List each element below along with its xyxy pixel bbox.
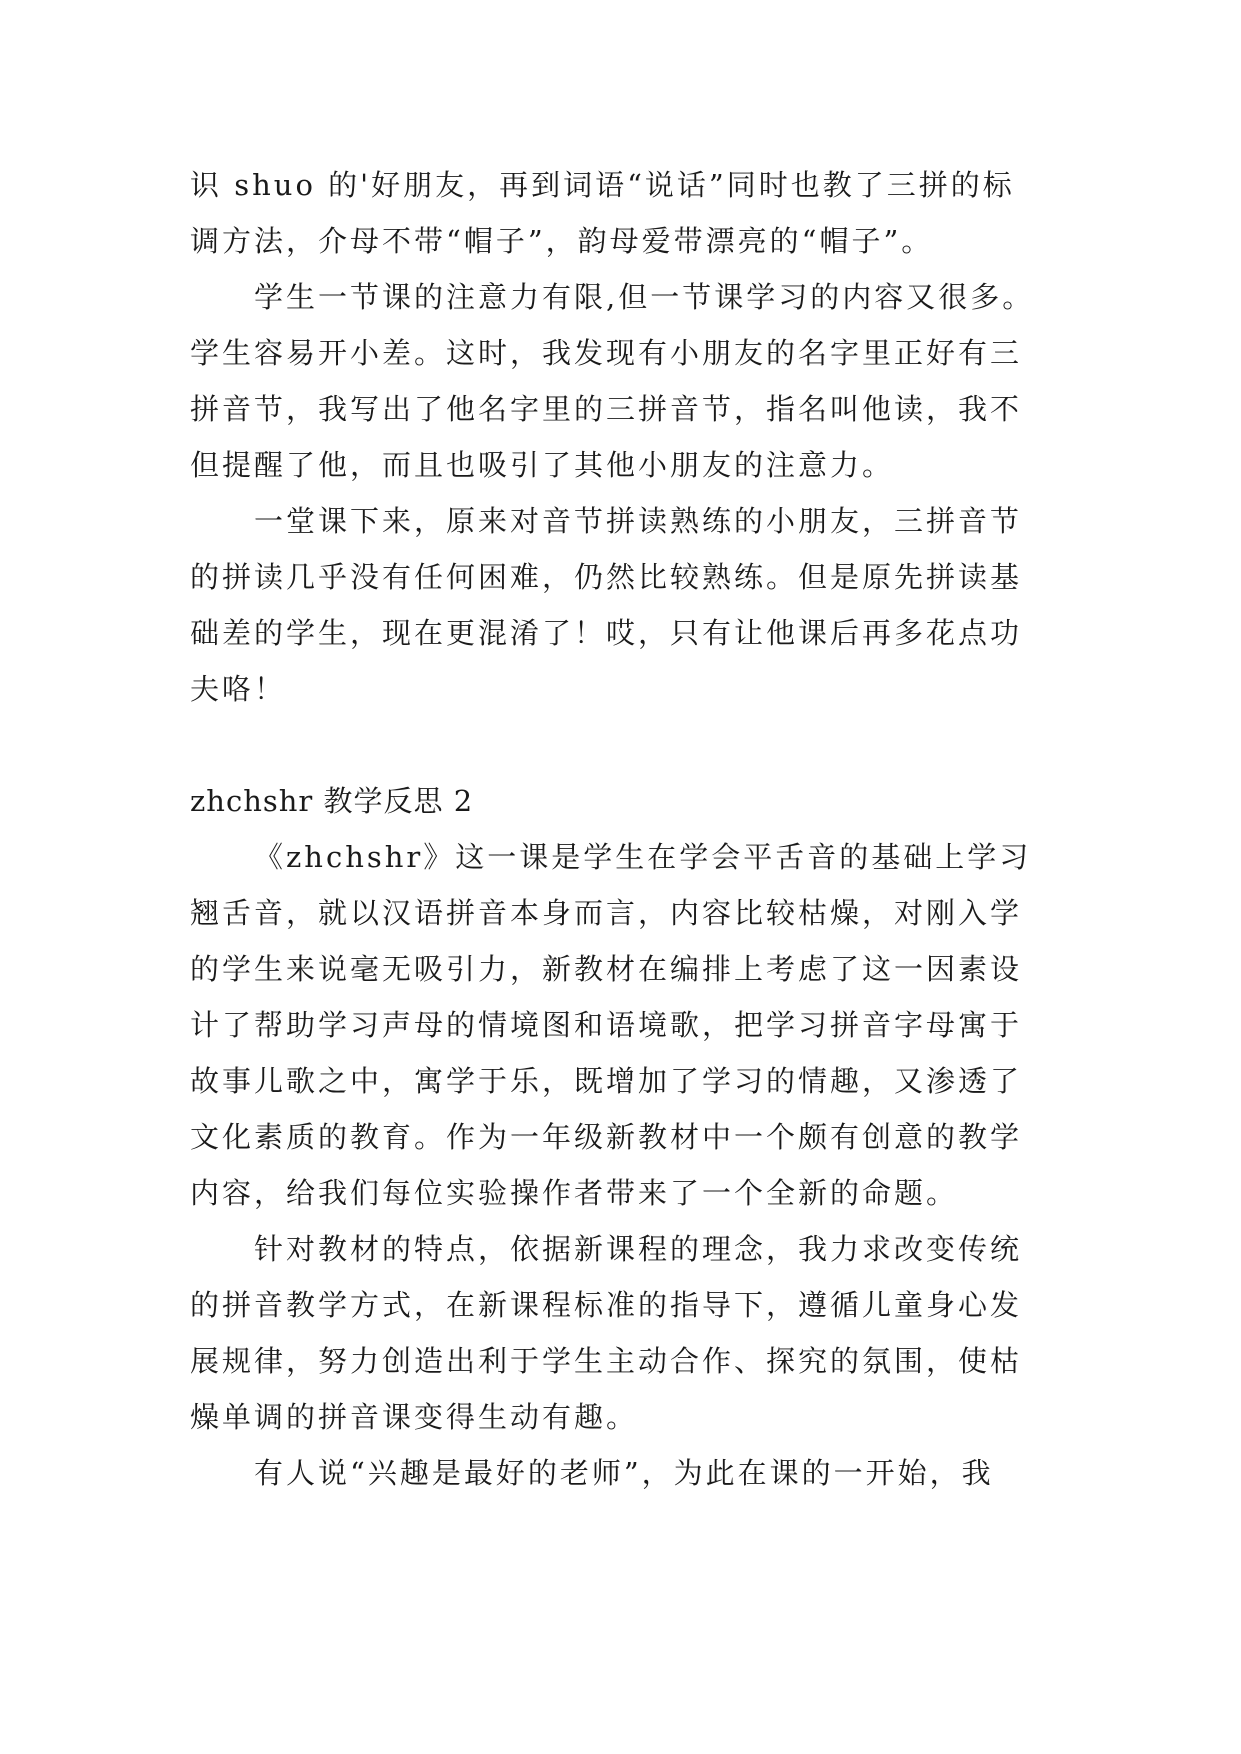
paragraph-line: 一堂课下来，原来对音节拼读熟练的小朋友，三拼音节 <box>254 504 1023 538</box>
paragraph-line: 的学生来说毫无吸引力，新教材在编排上考虑了这一因素设 <box>190 952 1023 986</box>
paragraph-line: 学生容易开小差。这时，我发现有小朋友的名字里正好有三 <box>190 336 1023 370</box>
paragraph-line: 针对教材的特点，依据新课程的理念，我力求改变传统 <box>254 1232 1023 1266</box>
paragraph-line: 展规律，努力创造出利于学生主动合作、探究的氛围，使枯 <box>190 1344 1023 1378</box>
paragraph-line: 翘舌音，就以汉语拼音本身而言，内容比较枯燥，对刚入学 <box>190 896 1023 930</box>
paragraph-line: 《zhchshr》这一课是学生在学会平舌音的基础上学习 <box>254 840 1032 874</box>
paragraph-line: 故事儿歌之中，寓学于乐，既增加了学习的情趣，又渗透了 <box>190 1064 1023 1098</box>
paragraph-line: 燥单调的拼音课变得生动有趣。 <box>190 1400 639 1434</box>
paragraph-line: 的拼音教学方式，在新课程标准的指导下，遵循儿童身心发 <box>190 1288 1023 1322</box>
paragraph-line: 内容，给我们每位实验操作者带来了一个全新的命题。 <box>190 1176 959 1210</box>
paragraph-line: 拼音节，我写出了他名字里的三拼音节，指名叫他读，我不 <box>190 392 1023 426</box>
paragraph-line: 础差的学生，现在更混淆了！哎，只有让他课后再多花点功 <box>190 616 1023 650</box>
section-title: zhchshr 教学反思 2 <box>190 784 474 818</box>
paragraph-line: 文化素质的教育。作为一年级新教材中一个颇有创意的教学 <box>190 1120 1023 1154</box>
paragraph-line: 计了帮助学习声母的情境图和语境歌，把学习拼音字母寓于 <box>190 1008 1023 1042</box>
paragraph-line: 但提醒了他，而且也吸引了其他小朋友的注意力。 <box>190 448 895 482</box>
paragraph-line: 有人说“兴趣是最好的老师”，为此在课的一开始，我 <box>254 1456 994 1490</box>
paragraph-line: 夫咯！ <box>190 672 287 706</box>
paragraph-line: 学生一节课的注意力有限,但一节课学习的内容又很多。 <box>254 280 1035 314</box>
paragraph-line: 调方法，介母不带“帽子”，韵母爱带漂亮的“帽子”。 <box>190 224 934 258</box>
paragraph-line: 的拼读几乎没有任何困难，仍然比较熟练。但是原先拼读基 <box>190 560 1023 594</box>
paragraph-line: 识 shuo 的'好朋友，再到词语“说话”同时也教了三拼的标 <box>190 168 1015 202</box>
